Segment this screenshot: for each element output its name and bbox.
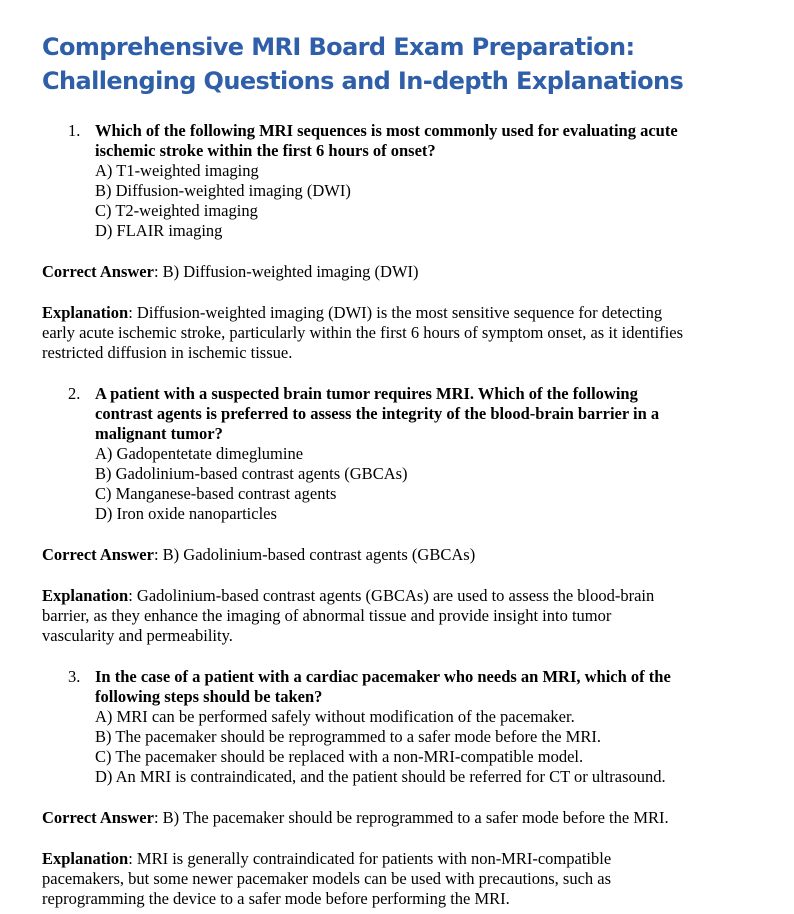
option-a: A) Gadopentetate dimeglumine (95, 444, 304, 463)
option-list (95, 707, 755, 787)
question-text (95, 121, 755, 161)
question-number: 3. (68, 667, 81, 686)
correct-answer-text: : B) The pacemaker should be reprogrammed to a safer mode before the MRI. (153, 808, 669, 827)
correct-answer-2 (42, 545, 762, 565)
question-text-line: ischemic stroke within the first 6 hours of onset? (95, 141, 436, 160)
option-d: D) An MRI is contraindicated, and the patient should be referred for CT or ultrasound. (95, 767, 666, 786)
correct-answer-3 (42, 808, 762, 828)
option-list (95, 161, 755, 241)
option-d: D) Iron oxide nanoparticles (95, 504, 277, 523)
correct-answer-label: Correct Answer (42, 808, 154, 827)
explanation-text: : Gadolinium-based contrast agents (GBCAs) are used to assess the blood-brain (128, 586, 655, 605)
question-text-line: A patient with a suspected brain tumor requires MRI. Which of the following (95, 384, 638, 403)
question-number: 2. (68, 384, 81, 403)
question-text-line: contrast agents is preferred to assess the integrity of the blood-brain barrier in a (95, 404, 660, 423)
correct-answer-label: Correct Answer (42, 262, 154, 281)
explanation-line: barrier, as they enhance the imaging of abnormal tissue and provide insight into tumor (42, 606, 612, 625)
option-a: A) T1-weighted imaging (95, 161, 259, 180)
explanation-label: Explanation (42, 586, 129, 605)
explanation-line (42, 586, 762, 606)
option-b: B) Gadolinium-based contrast agents (GBCAs) (95, 464, 408, 483)
question-text (95, 667, 755, 707)
explanation-line: early acute ischemic stroke, particularly within the first 6 hours of symptom onset, as it identifies (42, 323, 684, 342)
option-c: C) Manganese-based contrast agents (95, 484, 337, 503)
correct-answer-text: : B) Gadolinium-based contrast agents (GBCAs) (153, 545, 476, 564)
question-text-line: malignant tumor? (95, 424, 223, 443)
question-body (95, 121, 755, 241)
explanation-1 (42, 303, 762, 363)
option-c: C) T2-weighted imaging (95, 201, 258, 220)
title-line-2: Challenging Questions and In-depth Explanations (42, 67, 684, 95)
page-title (42, 30, 762, 98)
question-text-line: Which of the following MRI sequences is most commonly used for evaluating acute (95, 121, 678, 140)
option-d: D) FLAIR imaging (95, 221, 223, 240)
question-body (95, 667, 755, 787)
question-number: 1. (68, 121, 81, 140)
option-b: B) The pacemaker should be reprogrammed to a safer mode before the MRI. (95, 727, 601, 746)
question-text-line: In the case of a patient with a cardiac pacemaker who needs an MRI, which of the (95, 667, 671, 686)
question-body (95, 384, 755, 524)
explanation-line (42, 303, 762, 323)
option-b: B) Diffusion-weighted imaging (DWI) (95, 181, 351, 200)
explanation-line: vascularity and permeability. (42, 626, 233, 645)
explanation-label: Explanation (42, 303, 129, 322)
explanation-2 (42, 586, 762, 646)
explanation-line: reprogramming the device to a safer mode before performing the MRI. (42, 889, 510, 908)
correct-answer-1 (42, 262, 762, 282)
explanation-label: Explanation (42, 849, 129, 868)
question-text-line: following steps should be taken? (95, 687, 323, 706)
correct-answer-text: : B) Diffusion-weighted imaging (DWI) (153, 262, 419, 281)
option-list (95, 444, 755, 524)
explanation-line (42, 849, 762, 869)
explanation-line: pacemakers, but some newer pacemaker models can be used with precautions, such as (42, 869, 612, 888)
correct-answer-label: Correct Answer (42, 545, 154, 564)
title-line-1: Comprehensive MRI Board Exam Preparation: (42, 33, 635, 61)
explanation-text: : MRI is generally contraindicated for patients with non-MRI-compatible (128, 849, 612, 868)
question-text (95, 384, 755, 444)
explanation-line: restricted diffusion in ischemic tissue. (42, 343, 293, 362)
explanation-3 (42, 849, 762, 909)
explanation-text: : Diffusion-weighted imaging (DWI) is the most sensitive sequence for detecting (128, 303, 663, 322)
option-c: C) The pacemaker should be replaced with a non-MRI-compatible model. (95, 747, 584, 766)
option-a: A) MRI can be performed safely without modification of the pacemaker. (95, 707, 575, 726)
